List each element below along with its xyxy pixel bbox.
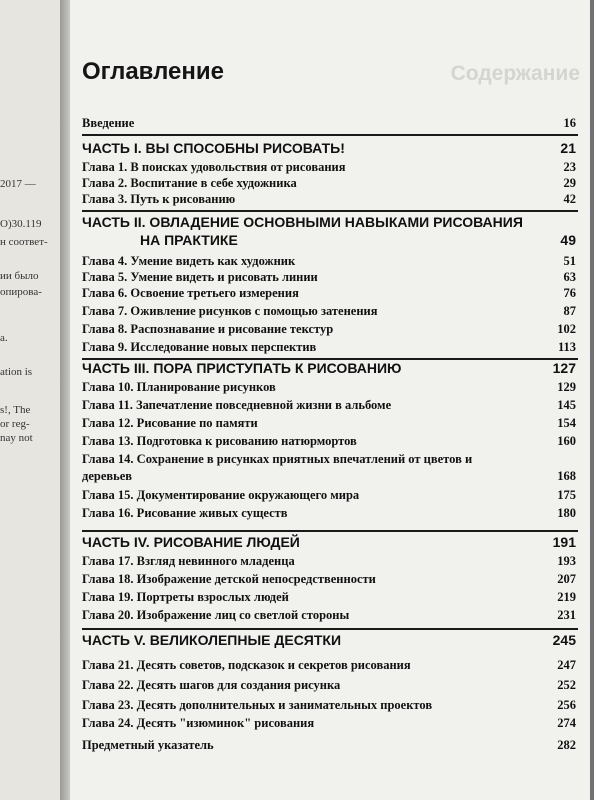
chapter-title: Глава 13. Подготовка к рисованию натюрмортов [82,434,357,448]
chapter-page: 160 [557,434,576,448]
chapter-page: 247 [557,658,576,672]
part-title-line: НА ПРАКТИКЕ [140,232,238,248]
chapter-title: Глава 1. В поисках удовольствия от рисования [82,160,346,174]
chapter-title: Глава 18. Изображение детской непосредственности [82,572,376,586]
chapter-page: 175 [557,488,576,502]
chapter-page: 256 [557,698,576,712]
entry-page: 16 [563,116,576,130]
part-title: ЧАСТЬ I. ВЫ СПОСОБНЫ РИСОВАТЬ! [82,140,345,156]
prev-page-fragment: опирова- [0,286,42,298]
prev-page-fragment: н соответ- [0,236,48,248]
part-page: 245 [552,632,576,648]
chapter-page: 87 [563,304,576,318]
toc-part-5 [70,632,590,650]
chapter-title: Глава 14. Сохранение в рисунках приятных впечатлений от цветов и [82,452,473,466]
prev-page-fragment: ation is [0,366,33,378]
toc-part-2-continued [70,232,590,250]
book-spine [60,0,70,800]
chapter-title: деревьев [82,469,133,483]
chapter-page: 51 [563,254,576,268]
show-through-title: Содержание [450,62,580,85]
part-title: ЧАСТЬ IV. РИСОВАНИЕ ЛЮДЕЙ [82,534,300,550]
chapter-title: Глава 3. Путь к рисованию [82,192,236,206]
chapter-page: 231 [557,608,576,622]
part-page: 49 [560,232,576,248]
chapter-title: Глава 23. Десять дополнительных и занимательных проектов [82,698,433,712]
chapter-page: 113 [557,340,576,354]
toc-chapter [70,380,590,398]
chapter-page: 29 [563,176,576,190]
chapter-title: Глава 9. Исследование новых перспектив [82,340,317,354]
chapter-page: 63 [563,270,576,284]
toc-chapter [70,286,590,304]
toc-part-3 [70,360,590,378]
previous-page-edge [0,0,60,800]
chapter-page: 76 [563,286,576,300]
chapter-title: Глава 6. Освоение третьего измерения [82,286,299,300]
prev-page-fragment: or reg- [0,418,30,430]
chapter-title: Глава 10. Планирование рисунков [82,380,276,394]
part-divider [82,210,578,212]
chapter-page: 42 [563,192,576,206]
chapter-page: 129 [557,380,576,394]
toc-chapter [70,488,590,506]
toc-part-1 [70,140,590,158]
toc-chapter-continued [70,469,590,487]
chapter-title: Глава 19. Портреты взрослых людей [82,590,289,604]
part-divider [82,530,578,532]
chapter-page: 252 [557,678,576,692]
prev-page-fragment: s!, The [0,404,31,416]
entry-title: Предметный указатель [82,738,214,752]
prev-page-fragment: О)30.119 [0,218,42,230]
chapter-title: Глава 17. Взгляд невинного младенца [82,554,295,568]
prev-page-fragment: a. [0,332,8,344]
part-title: ЧАСТЬ V. ВЕЛИКОЛЕПНЫЕ ДЕСЯТКИ [82,632,342,648]
toc-chapter [70,506,590,524]
chapter-title: Глава 20. Изображение лиц со светлой стороны [82,608,350,622]
chapter-title: Глава 5. Умение видеть и рисовать линии [82,270,318,284]
toc-chapter [70,304,590,322]
part-divider [82,628,578,630]
toc-chapter [70,554,590,572]
part-title-line: ЧАСТЬ II. ОВЛАДЕНИЕ ОСНОВНЫМИ НАВЫКАМИ РИСОВАНИЯ [82,214,523,230]
entry-title: Введение [82,116,135,130]
part-page: 21 [560,140,576,156]
toc-entry-index [70,738,590,756]
chapter-title: Глава 21. Десять советов, подсказок и секретов рисования [82,658,411,672]
chapter-title: Глава 24. Десять "изюминок" рисования [82,716,315,730]
toc-chapter [70,590,590,608]
toc-chapter [70,398,590,416]
toc-chapter [70,716,590,734]
prev-page-fragment: ии было [0,270,39,282]
toc-chapter [70,340,590,358]
chapter-title: Глава 4. Умение видеть как художник [82,254,296,268]
part-page: 127 [552,360,576,376]
chapter-page: 274 [557,716,576,730]
part-divider [82,134,578,136]
part-title: ЧАСТЬ III. ПОРА ПРИСТУПАТЬ К РИСОВАНИЮ [82,360,402,376]
chapter-page: 168 [557,469,576,483]
chapter-page: 102 [557,322,576,336]
chapter-page: 145 [557,398,576,412]
toc-chapter [70,698,590,716]
toc-chapter [70,658,590,676]
chapter-page: 207 [557,572,576,586]
chapter-page: 23 [563,160,576,174]
toc-chapter [70,322,590,340]
chapter-title: Глава 12. Рисование по памяти [82,416,258,430]
entry-page: 282 [557,738,576,752]
chapter-title: Глава 7. Оживление рисунков с помощью затенения [82,304,378,318]
chapter-page: 219 [557,590,576,604]
toc-page [70,0,590,800]
toc-part-2 [70,214,590,232]
chapter-title: Глава 11. Запечатление повседневной жизни в альбоме [82,398,392,412]
toc-chapter [70,572,590,590]
chapter-page: 180 [557,506,576,520]
prev-page-fragment: nay not [0,432,33,444]
toc-chapter [70,416,590,434]
prev-page-fragment: 2017 — [0,178,36,190]
part-page: 191 [552,534,576,550]
chapter-title: Глава 22. Десять шагов для создания рисунка [82,678,341,692]
chapter-title: Глава 2. Воспитание в себе художника [82,176,297,190]
chapter-title: Глава 8. Распознавание и рисование текстур [82,322,334,336]
toc-part-4 [70,534,590,552]
toc-chapter [70,192,590,210]
toc-chapter [70,434,590,452]
toc-chapter [70,452,590,470]
toc-chapter [70,608,590,626]
toc-chapter [70,678,590,696]
toc-entry-intro [70,116,590,134]
chapter-title: Глава 16. Рисование живых существ [82,506,288,520]
page-title: Оглавление [82,58,224,85]
chapter-page: 193 [557,554,576,568]
chapter-title: Глава 15. Документирование окружающего мира [82,488,360,502]
chapter-page: 154 [557,416,576,430]
